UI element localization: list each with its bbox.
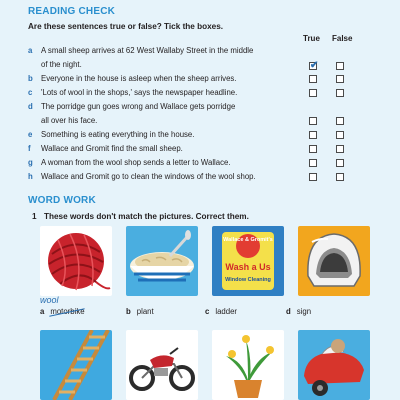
statement-continuation: all over his face. [41,116,98,125]
wash-sign-icon [212,226,284,296]
statement-continuation: of the night. [41,60,82,69]
statement-row [28,130,368,141]
statement-letter: d [28,102,33,111]
caption-letter: b [126,307,131,316]
picture-caption [126,307,154,316]
sign-text-line1: Wallace & Gromit's [223,237,273,243]
caption-word: plant [136,307,154,316]
plant-icon [212,330,284,400]
word-work-number: 1 [32,212,37,221]
motorbike-icon [126,330,198,400]
statement-letter: b [28,74,33,83]
picture-caption [40,307,85,316]
false-checkbox[interactable] [336,173,344,181]
false-checkbox[interactable] [336,159,344,167]
sign-text-line2: Wash a Us [225,262,271,272]
false-column-header: False [332,34,353,43]
caption-word: ladder [215,307,238,316]
statement-letter: h [28,172,33,181]
caption-letter: d [286,307,291,316]
caption-word: sign [296,307,312,316]
true-checkbox[interactable] [309,131,317,139]
true-checkbox[interactable] [309,75,317,83]
statement-letter: c [28,88,33,97]
statement-row [28,46,368,57]
sidecar-icon [298,330,370,400]
statement-letter: g [28,158,33,167]
picture-caption [286,307,311,316]
tick-mark-icon: ✔ [310,60,319,71]
statement-text: The porridge gun goes wrong and Wallace gets porridge [41,102,236,111]
false-checkbox[interactable] [336,62,344,70]
word-work-title: WORD WORK [28,195,96,206]
statement-text: Something is eating everything in the house. [41,130,195,139]
statement-row [28,102,368,113]
yarn-ball-icon [40,226,112,296]
statement-row [28,74,368,85]
porridge-bowl-icon [126,226,198,296]
statement-text: A woman from the wool shop sends a letter to Wallace. [41,158,231,167]
true-checkbox[interactable] [309,89,317,97]
caption-letter: a [40,307,45,316]
caption-word-struck: motorbike [50,307,85,316]
ladder-icon [40,330,112,400]
sign-text-line3: Window Cleaning [225,277,271,283]
statement-text: Wallace and Gromit find the small sheep. [41,144,183,153]
statement-row [28,172,368,183]
false-checkbox[interactable] [336,75,344,83]
caption-letter: c [205,307,210,316]
reading-check-instruction: Are these sentences true or false? Tick the boxes. [28,22,224,31]
reading-check-title: READING CHECK [28,6,116,17]
statement-letter: f [28,144,31,153]
picture-caption [205,307,237,316]
true-column-header: True [303,34,320,43]
false-checkbox[interactable] [336,89,344,97]
statement-row [28,144,368,155]
true-checkbox[interactable] [309,145,317,153]
statement-row [28,88,368,99]
helmet-icon [298,226,370,296]
statement-text: Wallace and Gromit go to clean the windows of the wool shop. [41,172,256,181]
word-work-instruction: These words don't match the pictures. Correct them. [44,212,249,221]
true-checkbox[interactable] [309,62,317,70]
true-checkbox[interactable] [309,159,317,167]
false-checkbox[interactable] [336,117,344,125]
statement-text: Everyone in the house is asleep when the sheep arrives. [41,74,237,83]
statement-letter: e [28,130,33,139]
statement-text: A small sheep arrives at 62 West Wallaby Street in the middle [41,46,254,55]
statement-text: 'Lots of wool in the shops,' says the newspaper headline. [41,88,238,97]
true-checkbox[interactable] [309,173,317,181]
handwritten-correction: wool [40,295,59,305]
false-checkbox[interactable] [336,131,344,139]
statement-letter: a [28,46,33,55]
false-checkbox[interactable] [336,145,344,153]
true-checkbox[interactable] [309,117,317,125]
statement-row [28,158,368,169]
